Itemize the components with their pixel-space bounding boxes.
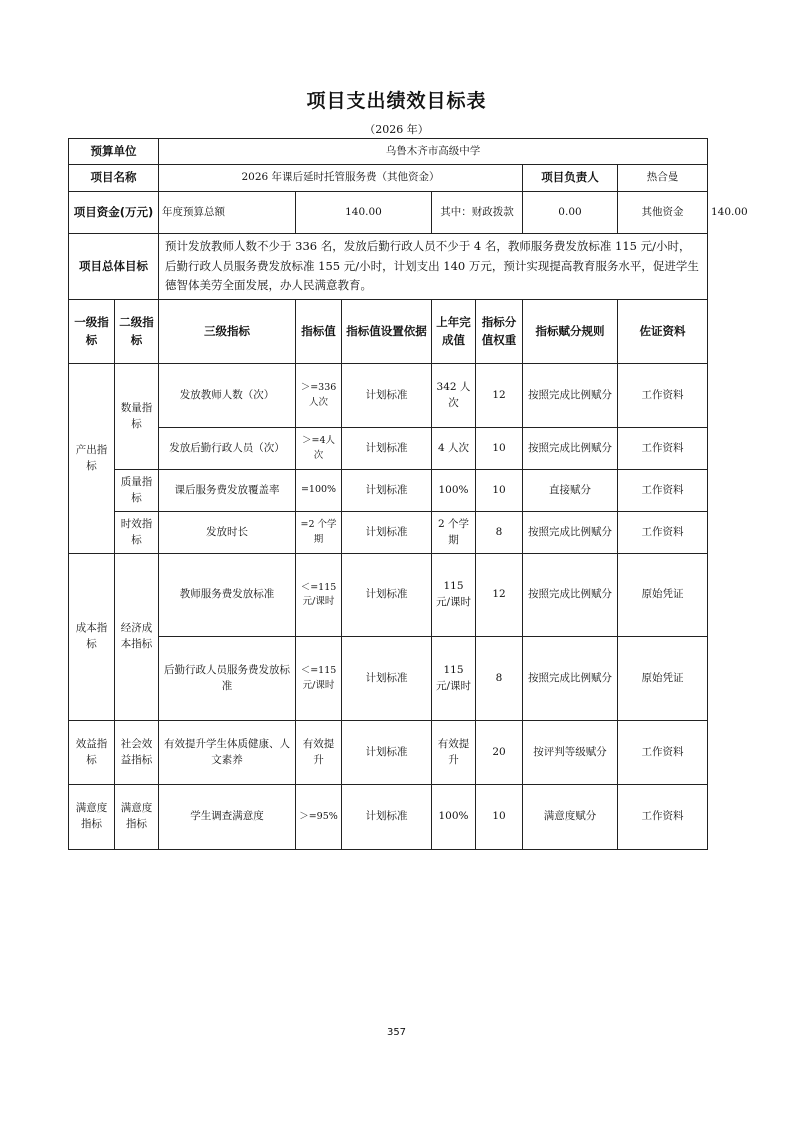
row-name: 学生调查满意度 [159,785,296,850]
project-name-value: 2026 年课后延时托管服务费（其他资金） [159,165,523,192]
row-evidence: 工作资料 [618,428,708,470]
row-last-year: 100% [432,785,476,850]
row-last-year: 有效提升 [432,721,476,785]
row-name: 课后服务费发放覆盖率 [159,470,296,512]
row-last-year: 115 元/课时 [432,637,476,721]
row-rule: 按照完成比例赋分 [523,637,618,721]
row-value: =100% [296,470,342,512]
row-weight: 12 [476,554,523,637]
row-last-year: 115 元/课时 [432,554,476,637]
header-level3: 三级指标 [159,300,296,364]
row-weight: 10 [476,428,523,470]
fiscal-allocation-value: 0.00 [523,192,618,234]
subgroup-quality: 质量指标 [115,470,159,512]
row-value: ＞=336人次 [296,364,342,428]
subgroup-economic-cost: 经济成本指标 [115,554,159,721]
annual-budget-label: 年度预算总额 [159,192,296,234]
row-rule: 按照完成比例赋分 [523,554,618,637]
row-basis: 计划标准 [342,554,432,637]
row-value: ＜=115元/课时 [296,554,342,637]
project-funds-label: 项目资金(万元) [69,192,159,234]
budget-unit-row [69,139,708,165]
row-rule: 按评判等级赋分 [523,721,618,785]
header-value: 指标值 [296,300,342,364]
overall-goal-row [69,234,708,300]
row-rule: 按照完成比例赋分 [523,428,618,470]
year-caption: （2026 年） [364,123,429,136]
row-rule: 按照完成比例赋分 [523,512,618,554]
row-weight: 20 [476,721,523,785]
header-level2: 二级指标 [115,300,159,364]
other-funds-label: 其他资金 [618,192,708,234]
row-basis: 计划标准 [342,428,432,470]
project-funds-row: 项目资金(万元) 年度预算总额 140.00 其中：财政拨款 0.00 其他资金 140.00 [69,192,708,234]
group-output: 产出指标 [69,364,115,554]
row-last-year: 4 人次 [432,428,476,470]
budget-unit-value: 乌鲁木齐市高级中学 [159,139,708,165]
row-evidence: 工作资料 [618,470,708,512]
row-weight: 8 [476,512,523,554]
table-row [69,785,708,850]
header-level1: 一级指标 [69,300,115,364]
row-evidence: 工作资料 [618,785,708,850]
table-row [69,721,708,785]
row-value: 有效提升 [296,721,342,785]
header-evidence: 佐证资料 [618,300,708,364]
table-row [69,554,708,637]
row-basis: 计划标准 [342,721,432,785]
table-row [69,470,708,512]
performance-target-table [68,138,748,850]
row-weight: 8 [476,637,523,721]
row-weight: 10 [476,785,523,850]
header-last-year: 上年完成值 [432,300,476,364]
overall-goal-label: 项目总体目标 [69,234,159,300]
project-leader-value: 热合曼 [618,165,708,192]
overall-goal-text: 预计发放教师人数不少于 336 名，发放后勤行政人员不少于 4 名，教师服务费发放标准 115 元/小时，后勤行政人员服务费发放标准 155 元/小时，计划支出 140 万元，预计实现提高教育服务水平，促进学生德智体美劳全面发展，办人民满意教育。 [159,234,708,300]
project-name-row [69,165,708,192]
project-name-label: 项目名称 [69,165,159,192]
row-basis: 计划标准 [342,512,432,554]
row-last-year: 100% [432,470,476,512]
project-leader-label: 项目负责人 [523,165,618,192]
group-satisfaction: 满意度指标 [69,785,115,850]
row-value: =2 个学期 [296,512,342,554]
subgroup-satisfaction: 满意度指标 [115,785,159,850]
group-benefit: 效益指标 [69,721,115,785]
row-name: 教师服务费发放标准 [159,554,296,637]
page-title: 项目支出绩效目标表 [306,90,487,112]
row-name: 发放时长 [159,512,296,554]
header-weight: 指标分值权重 [476,300,523,364]
row-rule: 按照完成比例赋分 [523,364,618,428]
row-value: ＞=95% [296,785,342,850]
table-row [69,637,708,721]
subgroup-timeliness: 时效指标 [115,512,159,554]
row-name: 有效提升学生体质健康、人文素养 [159,721,296,785]
row-rule: 直接赋分 [523,470,618,512]
page-number: 357 [386,1027,407,1038]
row-name: 发放后勤行政人员（次） [159,428,296,470]
table-row [69,428,708,470]
row-rule: 满意度赋分 [523,785,618,850]
fiscal-allocation-label: 其中：财政拨款 [432,192,523,234]
row-evidence: 工作资料 [618,512,708,554]
subgroup-quantity: 数量指标 [115,364,159,470]
row-last-year: 342 人次 [432,364,476,428]
row-basis: 计划标准 [342,470,432,512]
row-basis: 计划标准 [342,364,432,428]
row-evidence: 原始凭证 [618,554,708,637]
row-evidence: 工作资料 [618,721,708,785]
group-cost: 成本指标 [69,554,115,721]
header-rule: 指标赋分规则 [523,300,618,364]
row-value: ＜=115元/课时 [296,637,342,721]
subgroup-social-benefit: 社会效益指标 [115,721,159,785]
table-header-row [69,300,708,364]
header-basis: 指标值设置依据 [342,300,432,364]
row-evidence: 工作资料 [618,364,708,428]
row-evidence: 原始凭证 [618,637,708,721]
table-row [69,364,708,428]
row-weight: 10 [476,470,523,512]
budget-unit-label: 预算单位 [69,139,159,165]
row-basis: 计划标准 [342,785,432,850]
annual-budget-value: 140.00 [296,192,432,234]
table-row [69,512,708,554]
row-value: ＞=4人次 [296,428,342,470]
row-basis: 计划标准 [342,637,432,721]
row-last-year: 2 个学期 [432,512,476,554]
row-name: 后勤行政人员服务费发放标准 [159,637,296,721]
row-weight: 12 [476,364,523,428]
row-name: 发放教师人数（次） [159,364,296,428]
